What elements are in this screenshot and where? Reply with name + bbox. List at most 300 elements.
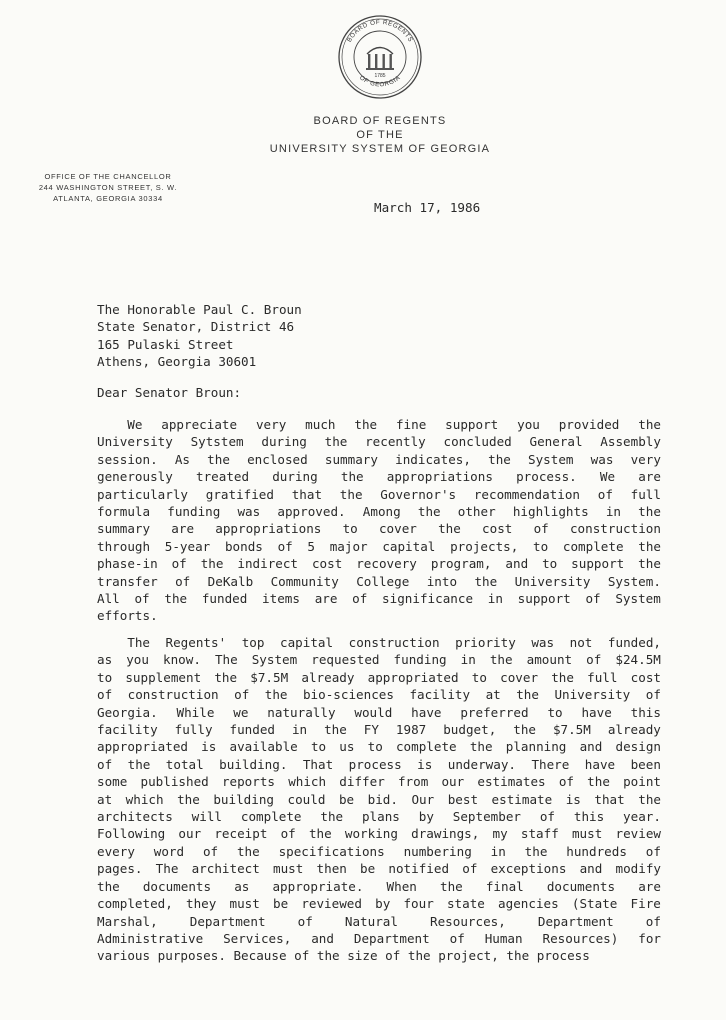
seal-year: 1785 bbox=[374, 73, 386, 79]
university-seal bbox=[337, 14, 423, 100]
word: indirect bbox=[237, 556, 299, 572]
paragraph-line bbox=[97, 651, 661, 668]
word: the bbox=[236, 843, 260, 859]
word: to bbox=[342, 521, 358, 537]
word: very bbox=[255, 417, 287, 432]
word: plans bbox=[361, 809, 400, 825]
word: in bbox=[291, 722, 308, 738]
word: of bbox=[539, 809, 556, 825]
word: Sytstem bbox=[190, 434, 244, 450]
word: other bbox=[457, 504, 496, 520]
word: to bbox=[97, 669, 113, 685]
paragraph-line bbox=[97, 773, 661, 790]
address-line: State Senator, District 46 bbox=[97, 319, 295, 335]
word: at bbox=[97, 791, 113, 807]
word: drawings, bbox=[411, 826, 480, 842]
word: exceptions bbox=[490, 861, 567, 877]
word: to bbox=[533, 538, 549, 554]
word: the bbox=[324, 434, 348, 450]
word: full bbox=[630, 486, 661, 502]
word: the bbox=[320, 809, 344, 825]
word: System bbox=[615, 591, 661, 607]
word: the bbox=[164, 591, 188, 607]
word: of bbox=[645, 687, 661, 703]
word: the bbox=[308, 826, 332, 842]
word: Department bbox=[353, 930, 430, 946]
word: cost bbox=[630, 669, 661, 685]
word: of bbox=[558, 774, 574, 790]
word: September bbox=[452, 809, 521, 825]
word: bio-sciences bbox=[302, 687, 394, 703]
word: System bbox=[251, 652, 298, 668]
word: is bbox=[201, 739, 217, 755]
word: modify bbox=[615, 861, 661, 877]
word: as bbox=[234, 878, 250, 894]
paragraph-2 bbox=[97, 634, 661, 965]
paragraph-line bbox=[97, 791, 661, 808]
word: could bbox=[287, 791, 326, 807]
word: gratified bbox=[205, 486, 274, 502]
word: the bbox=[264, 687, 288, 703]
paragraph-line bbox=[97, 634, 661, 651]
word: staff bbox=[520, 826, 559, 842]
word: our bbox=[178, 826, 202, 842]
word: the bbox=[551, 669, 574, 685]
paragraph-line bbox=[97, 913, 661, 930]
word: funded bbox=[201, 591, 248, 607]
word: underway. bbox=[447, 756, 516, 772]
word: support bbox=[571, 556, 625, 572]
paragraph-line bbox=[97, 416, 661, 433]
word: We bbox=[127, 417, 143, 432]
word: the bbox=[638, 556, 661, 572]
word: to bbox=[367, 739, 383, 755]
word: to bbox=[547, 704, 563, 720]
word: summary bbox=[97, 521, 151, 537]
word: recovery bbox=[356, 556, 417, 572]
word: is bbox=[417, 756, 433, 772]
word: and bbox=[311, 930, 334, 946]
word: have bbox=[581, 704, 612, 720]
word: year. bbox=[623, 809, 661, 825]
word: enclosed bbox=[247, 451, 308, 467]
word: be bbox=[338, 791, 355, 807]
word: fully bbox=[174, 722, 213, 738]
word: already bbox=[301, 669, 355, 685]
office-line-3: ATLANTA, GEORGIA 30334 bbox=[53, 194, 163, 203]
paragraph-line bbox=[97, 878, 661, 895]
word: appreciate bbox=[161, 417, 238, 432]
word: available bbox=[229, 739, 298, 755]
word: for bbox=[638, 930, 661, 946]
paragraph-line bbox=[97, 468, 661, 485]
word: funded, bbox=[607, 635, 661, 650]
word: word bbox=[153, 843, 185, 859]
word: funding bbox=[393, 652, 447, 668]
word: significance bbox=[382, 591, 474, 607]
word: in bbox=[605, 504, 621, 520]
word: process bbox=[348, 756, 402, 772]
word: the bbox=[127, 756, 151, 772]
word: budget, bbox=[443, 722, 497, 738]
word: funding bbox=[167, 504, 221, 520]
word: published bbox=[140, 774, 209, 790]
word: Resources, bbox=[430, 913, 506, 929]
word: University bbox=[97, 434, 173, 450]
word: Our bbox=[411, 791, 435, 807]
address-line: 165 Pulaski Street bbox=[97, 336, 234, 352]
salutation: Dear Senator Broun: bbox=[97, 385, 242, 400]
paragraph-line bbox=[97, 573, 661, 590]
recipient-address bbox=[97, 301, 302, 371]
word: the bbox=[524, 843, 548, 859]
word: treated bbox=[195, 469, 250, 485]
word: are bbox=[638, 469, 661, 485]
word: $24.5M bbox=[615, 652, 661, 668]
word: differ bbox=[339, 774, 385, 790]
word: Assembly bbox=[600, 434, 661, 450]
word: been bbox=[630, 756, 661, 772]
word: our bbox=[441, 774, 465, 790]
word: in bbox=[487, 591, 503, 607]
word: 5-year bbox=[164, 538, 211, 554]
word: four bbox=[403, 896, 434, 912]
word: formula bbox=[97, 504, 151, 520]
word: they bbox=[185, 896, 217, 912]
paragraph-line bbox=[97, 486, 661, 503]
word: construction bbox=[127, 687, 219, 703]
word: you bbox=[517, 417, 540, 432]
word: preferred bbox=[460, 704, 529, 720]
word: which bbox=[288, 774, 327, 790]
word: While bbox=[176, 704, 215, 720]
word: highlights bbox=[512, 504, 589, 520]
word: receipt bbox=[214, 826, 268, 842]
word: cover bbox=[500, 669, 539, 685]
word: appropriations bbox=[386, 469, 493, 485]
word: of bbox=[202, 843, 219, 859]
word: building. bbox=[219, 756, 288, 772]
letterhead-line-3: UNIVERSITY SYSTEM OF GEORGIA bbox=[269, 143, 491, 155]
word: priority bbox=[455, 635, 516, 650]
word: by bbox=[418, 809, 434, 825]
paragraph-line: various purposes. Because of the size of the project, the process bbox=[97, 948, 590, 964]
word: the bbox=[638, 417, 661, 432]
word: the bbox=[354, 417, 378, 432]
word: Resources) bbox=[542, 930, 619, 946]
address-line: The Honorable Paul C. Broun bbox=[97, 302, 302, 317]
word: session. bbox=[97, 451, 158, 467]
word: bid. bbox=[367, 791, 398, 807]
word: 1987 bbox=[395, 722, 427, 738]
word: be bbox=[272, 896, 289, 912]
word: pages. bbox=[97, 861, 143, 877]
word: by bbox=[375, 896, 391, 912]
word: in bbox=[460, 652, 476, 668]
word: the bbox=[474, 573, 498, 589]
word: of bbox=[171, 556, 187, 572]
word: of bbox=[277, 538, 293, 554]
word: Department bbox=[537, 913, 614, 929]
word: working bbox=[344, 826, 398, 842]
word: total bbox=[165, 756, 204, 772]
word: University bbox=[514, 573, 591, 589]
office-line-1: OFFICE OF THE CHANCELLOR bbox=[44, 172, 172, 181]
word: was bbox=[590, 451, 614, 467]
word: architect bbox=[191, 861, 260, 877]
word: are bbox=[638, 878, 661, 894]
word: $7.5M bbox=[552, 722, 591, 738]
word: the bbox=[638, 504, 661, 520]
paragraph-line bbox=[97, 808, 661, 825]
paragraph-line bbox=[97, 433, 661, 450]
word: documents bbox=[142, 878, 212, 894]
word: the bbox=[438, 521, 461, 537]
word: completed, bbox=[97, 896, 173, 912]
word: some bbox=[97, 774, 128, 790]
word: The bbox=[214, 652, 238, 668]
word: We bbox=[599, 469, 616, 485]
word: through bbox=[97, 538, 151, 554]
word: supplement bbox=[125, 669, 202, 685]
word: major bbox=[329, 538, 368, 554]
word: reports bbox=[221, 774, 276, 790]
word: appropriated bbox=[367, 669, 459, 685]
word: in bbox=[490, 843, 506, 859]
word: There bbox=[531, 756, 570, 772]
word: The bbox=[127, 635, 150, 650]
seal-ring-bottom-text: OF GEORGIA bbox=[358, 74, 402, 89]
word: must bbox=[571, 826, 603, 842]
word: estimate bbox=[491, 791, 553, 807]
paragraph-line bbox=[97, 860, 661, 877]
word: of bbox=[234, 687, 250, 703]
word: the bbox=[488, 451, 511, 467]
word: facility bbox=[409, 687, 471, 703]
word: DeKalb bbox=[207, 573, 254, 589]
letterhead-line-2: OF THE bbox=[356, 129, 404, 141]
word: the bbox=[177, 791, 200, 807]
word: Among bbox=[362, 504, 401, 520]
word: Georgia. bbox=[97, 704, 158, 720]
word: the bbox=[340, 469, 364, 485]
word: recommendation bbox=[473, 486, 580, 502]
word: of bbox=[533, 521, 549, 537]
office-line-2: 244 WASHINGTON STREET, S. W. bbox=[38, 183, 178, 192]
paragraph-line bbox=[97, 555, 661, 572]
paragraph-line bbox=[97, 503, 661, 520]
word: which bbox=[125, 791, 164, 807]
word: would bbox=[354, 704, 393, 720]
word: Following bbox=[97, 826, 166, 842]
word: was bbox=[531, 635, 555, 650]
word: that bbox=[291, 486, 323, 502]
paragraph-1 bbox=[97, 416, 661, 625]
word: this bbox=[630, 704, 661, 720]
word: you bbox=[126, 652, 149, 668]
word: items bbox=[262, 591, 300, 607]
paragraph-line bbox=[97, 738, 661, 755]
word: top bbox=[241, 635, 265, 650]
word: from bbox=[397, 774, 429, 790]
word: the bbox=[339, 486, 363, 502]
word: indicates, bbox=[395, 451, 471, 467]
word: us bbox=[339, 739, 355, 755]
word: The bbox=[155, 861, 179, 877]
word: have bbox=[411, 704, 442, 720]
word: Natural bbox=[344, 913, 398, 929]
word: of bbox=[449, 930, 465, 946]
word: as bbox=[97, 652, 113, 668]
paragraph-line bbox=[97, 686, 661, 703]
word: we bbox=[233, 704, 249, 720]
paragraph-line bbox=[97, 669, 661, 686]
word: construction bbox=[348, 635, 440, 650]
word: are bbox=[171, 521, 195, 537]
word: at bbox=[485, 687, 501, 703]
word: amount bbox=[526, 652, 573, 668]
letterhead-line-1: BOARD OF REGENTS bbox=[313, 115, 447, 127]
word: this bbox=[573, 809, 605, 825]
word: review bbox=[615, 826, 661, 842]
word: building bbox=[213, 791, 275, 807]
word: full bbox=[587, 669, 618, 685]
word: and bbox=[505, 556, 529, 572]
word: fine bbox=[395, 417, 427, 432]
word: to bbox=[310, 739, 327, 755]
paragraph-line bbox=[97, 843, 661, 860]
word: notified bbox=[388, 861, 450, 877]
word: of bbox=[280, 826, 296, 842]
word: As bbox=[174, 451, 190, 467]
word: All bbox=[97, 591, 120, 607]
word: particularly bbox=[97, 486, 188, 502]
word: of bbox=[97, 687, 113, 703]
paragraph-line: efforts. bbox=[97, 608, 158, 624]
word: point bbox=[623, 774, 661, 790]
paragraph-line bbox=[97, 590, 661, 607]
word: the bbox=[638, 791, 661, 807]
word: of bbox=[97, 756, 113, 772]
word: to bbox=[542, 556, 558, 572]
word: support bbox=[517, 591, 571, 607]
word: will bbox=[191, 809, 223, 825]
office-address bbox=[28, 171, 188, 204]
word: of bbox=[462, 861, 478, 877]
word: very bbox=[630, 451, 661, 467]
word: is bbox=[565, 791, 581, 807]
word: be bbox=[360, 861, 376, 877]
word: the bbox=[324, 722, 347, 738]
word: cost bbox=[311, 556, 343, 572]
word: approved. bbox=[277, 504, 346, 520]
letter-date: March 17, 1986 bbox=[374, 200, 481, 215]
word: the bbox=[439, 878, 463, 894]
word: Services, bbox=[223, 930, 292, 946]
word: the bbox=[638, 538, 661, 554]
word: facility bbox=[97, 722, 158, 738]
word: of bbox=[585, 591, 601, 607]
word: (State bbox=[571, 896, 618, 912]
word: every bbox=[97, 843, 135, 859]
word: capital bbox=[382, 538, 436, 554]
word: Marshal, bbox=[97, 913, 158, 929]
word: was bbox=[237, 504, 261, 520]
word: have bbox=[584, 756, 616, 772]
word: Regents' bbox=[165, 635, 227, 650]
word: state bbox=[446, 896, 485, 912]
word: FY bbox=[363, 722, 379, 738]
word: agencies bbox=[498, 896, 559, 912]
word: cover bbox=[378, 521, 417, 537]
paragraph-line bbox=[97, 756, 661, 773]
word: appropriations bbox=[215, 521, 322, 537]
word: of bbox=[175, 573, 191, 589]
word: complete bbox=[240, 809, 302, 825]
word: the bbox=[489, 652, 513, 668]
word: design bbox=[615, 739, 661, 755]
word: 5 bbox=[307, 538, 316, 554]
word: and bbox=[579, 861, 603, 877]
word: are bbox=[314, 591, 338, 607]
word: planning bbox=[505, 739, 567, 755]
word: generously bbox=[97, 469, 173, 485]
word: architects bbox=[97, 809, 173, 825]
word: into bbox=[426, 573, 458, 589]
word: during bbox=[261, 434, 307, 450]
word: of bbox=[134, 591, 150, 607]
word: Fire bbox=[630, 896, 661, 912]
word: That bbox=[302, 756, 334, 772]
word: already bbox=[607, 722, 661, 738]
word: System bbox=[528, 451, 574, 467]
word: Department bbox=[189, 913, 266, 929]
letterhead bbox=[240, 114, 520, 156]
word: appropriated bbox=[97, 739, 188, 755]
word: recently bbox=[365, 434, 426, 450]
word: of bbox=[297, 913, 313, 929]
word: Human bbox=[484, 930, 523, 946]
word: my bbox=[492, 826, 508, 842]
seal-ring-top-text: BOARD OF REGENTS bbox=[345, 18, 415, 44]
word: the bbox=[516, 687, 539, 703]
word: University bbox=[554, 687, 631, 703]
word: complete bbox=[395, 739, 457, 755]
word: projects, bbox=[450, 538, 519, 554]
word: of bbox=[597, 486, 613, 502]
word: the bbox=[513, 722, 536, 738]
word: cost bbox=[482, 521, 513, 537]
word: construction bbox=[569, 521, 661, 537]
word: General bbox=[529, 434, 583, 450]
word: then bbox=[316, 861, 347, 877]
word: of bbox=[352, 591, 368, 607]
paragraph-line bbox=[97, 721, 661, 738]
word: the bbox=[469, 739, 493, 755]
word: best bbox=[447, 791, 479, 807]
paragraph-line bbox=[97, 451, 661, 468]
word: complete bbox=[562, 538, 624, 554]
word: program, bbox=[430, 556, 492, 572]
paragraph-line bbox=[97, 825, 661, 842]
word: estimates bbox=[477, 774, 546, 790]
word: must bbox=[229, 896, 260, 912]
word: System. bbox=[607, 573, 661, 589]
word: When bbox=[386, 878, 417, 894]
word: College bbox=[356, 573, 410, 589]
word: the bbox=[214, 669, 238, 685]
word: that bbox=[594, 791, 625, 807]
